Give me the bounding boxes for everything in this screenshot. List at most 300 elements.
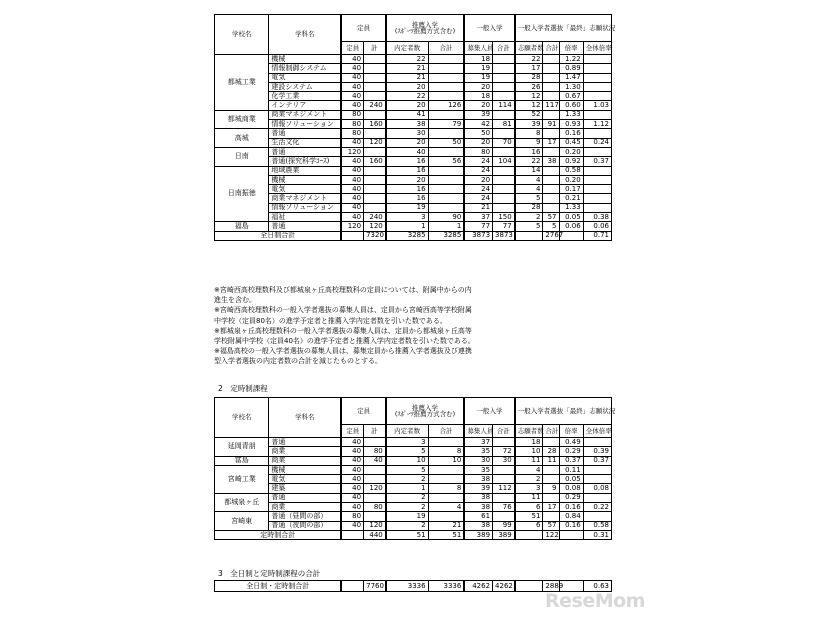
cell: 5	[515, 222, 543, 231]
table-row	[215, 484, 612, 493]
cell	[493, 73, 515, 82]
cell	[493, 203, 515, 212]
cell: 28	[515, 203, 543, 212]
header-teiin: 定員	[341, 15, 385, 42]
cell: 38	[464, 493, 492, 502]
cell: 0.08	[559, 484, 583, 493]
cell	[583, 110, 611, 119]
cell	[543, 64, 559, 73]
table-row	[215, 203, 612, 212]
course-name: 建設システム	[269, 82, 342, 91]
course-name: 普通	[269, 493, 342, 502]
cell: 24	[464, 166, 492, 175]
cell: 1.12	[583, 120, 611, 129]
cell: 12	[515, 101, 543, 110]
cell	[583, 147, 611, 156]
cell: 3336	[428, 581, 464, 592]
table-row	[215, 73, 612, 82]
cell: 3336	[386, 581, 428, 592]
cell: 80	[341, 512, 363, 521]
course-name: 商業	[269, 503, 342, 512]
cell: 1.33	[559, 110, 583, 119]
cell	[364, 438, 386, 447]
subheader-cell: 計	[364, 42, 386, 55]
cell: 0.58	[583, 521, 611, 530]
cell	[364, 92, 386, 101]
school-name: 日南	[215, 147, 269, 166]
cell	[493, 110, 515, 119]
cell: 39	[464, 484, 492, 493]
cell	[493, 55, 515, 64]
cell	[543, 166, 559, 175]
cell: 77	[493, 222, 515, 231]
cell: 0.06	[559, 222, 583, 231]
cell: 24	[464, 185, 492, 194]
cell: 39	[515, 120, 543, 129]
cell: 57	[543, 213, 559, 222]
cell: 22	[386, 92, 428, 101]
cell: 28	[543, 447, 559, 456]
cell: 0.20	[559, 175, 583, 184]
school-name: 延岡青朋	[215, 438, 269, 457]
cell: 80	[364, 503, 386, 512]
course-name: 普通	[269, 129, 342, 138]
cell: 3	[386, 213, 428, 222]
table-row	[215, 138, 612, 147]
cell: 12	[515, 92, 543, 101]
table-row	[215, 185, 612, 194]
cell	[515, 581, 543, 592]
cell: 80	[364, 447, 386, 456]
section-title-total: 3 全日制と定時制課程の合計	[218, 569, 321, 578]
header-suisen: 推薦入学 (ｽﾎﾟｰﾂ推薦方式含む)	[386, 15, 465, 42]
cell: 160	[364, 157, 386, 166]
cell: 6	[515, 503, 543, 512]
cell: 40	[341, 465, 363, 474]
zennichi-table-body	[215, 55, 612, 241]
cell: 117	[543, 101, 559, 110]
cell: 51	[515, 512, 543, 521]
cell: 1.33	[559, 203, 583, 212]
cell	[364, 166, 386, 175]
cell	[583, 82, 611, 91]
cell: 0.71	[583, 231, 611, 240]
cell: 14	[515, 166, 543, 175]
cell	[543, 203, 559, 212]
cell: 40	[341, 456, 363, 465]
cell: 8	[428, 447, 464, 456]
cell	[364, 194, 386, 203]
cell: 0.89	[559, 64, 583, 73]
teiji-table	[214, 397, 616, 540]
cell: 0.39	[583, 447, 611, 456]
course-name: 普通	[269, 222, 342, 231]
cell	[428, 92, 464, 101]
cell	[428, 110, 464, 119]
subheader-cell: 志願者数	[515, 425, 543, 438]
cell	[364, 73, 386, 82]
school-name: 都城工業	[215, 55, 269, 111]
cell	[583, 185, 611, 194]
cell: 40	[341, 475, 363, 484]
cell	[515, 530, 543, 539]
header-suisen: 推薦入学 (ｽﾎﾟｰﾂ推薦方式含む)	[386, 398, 465, 425]
cell: 20	[464, 82, 492, 91]
cell: 91	[543, 120, 559, 129]
cell: 20	[386, 175, 428, 184]
cell	[543, 475, 559, 484]
cell: 40	[341, 521, 363, 530]
table-row	[215, 475, 612, 484]
cell: 40	[341, 447, 363, 456]
cell: 17	[543, 138, 559, 147]
cell: 0.37	[559, 456, 583, 465]
cell	[364, 493, 386, 502]
cell	[583, 203, 611, 212]
school-name: 日南振徳	[215, 166, 269, 222]
table-row	[215, 456, 612, 465]
cell	[543, 73, 559, 82]
subheader-cell: 志願者数	[515, 42, 543, 55]
cell: 18	[464, 92, 492, 101]
cell	[428, 82, 464, 91]
cell: 120	[364, 138, 386, 147]
cell: 4262	[464, 581, 492, 592]
header-course: 学科名	[269, 15, 342, 55]
course-name: 電気	[269, 185, 342, 194]
cell: 40	[341, 55, 363, 64]
cell: 7760	[364, 581, 386, 592]
course-name: 普通（昼間の部）	[269, 512, 342, 521]
cell	[364, 512, 386, 521]
school-name: 宮崎東	[215, 512, 269, 531]
cell	[493, 465, 515, 474]
cell: 104	[493, 157, 515, 166]
cell: 0.49	[559, 438, 583, 447]
header-status: 一般入学者選抜「最終」志願状況	[515, 398, 612, 425]
cell: 40	[341, 64, 363, 73]
cell: 1.03	[583, 101, 611, 110]
cell	[493, 512, 515, 521]
cell: 40	[341, 82, 363, 91]
cell: 10	[515, 447, 543, 456]
cell: 40	[341, 213, 363, 222]
cell: 35	[464, 465, 492, 474]
cell	[583, 194, 611, 203]
cell	[493, 147, 515, 156]
cell	[428, 194, 464, 203]
cell: 9	[515, 138, 543, 147]
cell	[364, 203, 386, 212]
cell: 3873	[464, 231, 492, 240]
cell: 30	[386, 129, 428, 138]
cell: 9	[543, 484, 559, 493]
cell: 51	[386, 530, 428, 539]
cell: 0.29	[559, 493, 583, 502]
cell: 16	[386, 194, 428, 203]
cell: 35	[464, 447, 492, 456]
course-name: 情報制御システム	[269, 64, 342, 73]
cell: 38	[464, 475, 492, 484]
cell: 1	[428, 222, 464, 231]
cell: 20	[386, 82, 428, 91]
cell: 2	[386, 493, 428, 502]
section-title-teiji: 2 定時制課程	[218, 384, 268, 393]
table-row	[215, 64, 612, 73]
cell: 70	[493, 138, 515, 147]
cell: 0.16	[559, 129, 583, 138]
table-row	[215, 175, 612, 184]
school-name: 都城泉ヶ丘	[215, 493, 269, 512]
cell: 11	[515, 456, 543, 465]
cell	[493, 129, 515, 138]
subheader-cell: 合計	[543, 42, 559, 55]
cell	[364, 55, 386, 64]
subheader-cell: 内定者数	[386, 425, 428, 438]
school-name: 都城商業	[215, 110, 269, 129]
subheader-cell: 倍率	[559, 425, 583, 438]
cell: 114	[493, 101, 515, 110]
cell	[493, 194, 515, 203]
cell: 40	[341, 484, 363, 493]
course-name: 機械	[269, 175, 342, 184]
cell: 0.38	[583, 213, 611, 222]
cell: 10	[386, 456, 428, 465]
cell: 40	[386, 147, 428, 156]
cell	[493, 175, 515, 184]
cell: 26	[515, 82, 543, 91]
table-row	[215, 129, 612, 138]
cell: 20	[464, 175, 492, 184]
table-row	[215, 82, 612, 91]
table-row	[215, 157, 612, 166]
cell: 40	[341, 166, 363, 175]
course-name: 化学工業	[269, 92, 342, 101]
cell: 51	[428, 530, 464, 539]
table-row	[215, 166, 612, 175]
cell: 22	[515, 55, 543, 64]
cell	[583, 175, 611, 184]
cell: 40	[341, 185, 363, 194]
cell: 1.47	[559, 73, 583, 82]
cell: 4	[515, 465, 543, 474]
header-status: 一般入学者選抜「最終」志願状況	[515, 15, 612, 42]
course-name: 商業マネジメント	[269, 110, 342, 119]
table-row	[215, 55, 612, 64]
cell: 38	[464, 503, 492, 512]
cell: 52	[515, 110, 543, 119]
cell: 160	[364, 120, 386, 129]
cell	[341, 581, 363, 592]
cell: 40	[341, 493, 363, 502]
course-name: インテリア	[269, 101, 342, 110]
table-row	[215, 222, 612, 231]
cell: 56	[428, 157, 464, 166]
school-name: 富島	[215, 456, 269, 465]
cell	[428, 166, 464, 175]
cell: 0.21	[559, 194, 583, 203]
cell: 22	[515, 157, 543, 166]
course-name: 情報ソリューション	[269, 203, 342, 212]
cell: 80	[341, 129, 363, 138]
cell	[543, 465, 559, 474]
cell	[493, 185, 515, 194]
cell: 7320	[364, 231, 386, 240]
cell	[543, 194, 559, 203]
cell: 22	[386, 55, 428, 64]
cell: 40	[341, 438, 363, 447]
watermark-logo: ReseMom	[545, 590, 645, 612]
cell: 40	[341, 138, 363, 147]
cell	[493, 475, 515, 484]
cell: 40	[341, 101, 363, 110]
cell: 20	[464, 138, 492, 147]
cell: 120	[364, 222, 386, 231]
cell	[364, 64, 386, 73]
cell: 3	[386, 438, 428, 447]
cell	[428, 512, 464, 521]
cell	[583, 73, 611, 82]
total-row	[215, 530, 612, 539]
grand-total-label: 全日制・定時制合計	[215, 581, 342, 592]
cell: 20	[386, 101, 428, 110]
cell	[364, 110, 386, 119]
cell	[543, 493, 559, 502]
cell	[543, 147, 559, 156]
cell	[428, 175, 464, 184]
cell	[543, 55, 559, 64]
cell	[341, 231, 363, 240]
header-school: 学校名	[215, 398, 269, 438]
school-name: 福島	[215, 222, 269, 231]
cell: 40	[341, 157, 363, 166]
course-name: 電気	[269, 73, 342, 82]
teiji-table-body	[215, 438, 612, 540]
cell: 80	[341, 120, 363, 129]
course-name: 普通	[269, 147, 342, 156]
cell	[543, 129, 559, 138]
table-row	[215, 194, 612, 203]
cell: 4262	[493, 581, 515, 592]
cell: 3873	[493, 231, 515, 240]
cell	[543, 438, 559, 447]
cell	[493, 166, 515, 175]
cell	[543, 92, 559, 101]
cell	[583, 475, 611, 484]
cell: 37	[464, 213, 492, 222]
cell: 1.30	[559, 82, 583, 91]
total-label: 定時制合計	[215, 530, 342, 539]
cell: 126	[428, 101, 464, 110]
cell	[428, 203, 464, 212]
cell	[364, 147, 386, 156]
notes: ※宮崎西高校理数科及び都城泉ヶ丘高校理数科の定員については、附属中からの内 進生を含む。 ※宮崎西高校理数科の一般入学者選抜の募集人員は、定員から宮崎西高等学校附属 中学校（定員80名）の進学予定者と推薦入学内定者数を引いた数である。 ※都城泉ヶ丘高校理数科の一般入学者選抜の募集人員は、定員から都城泉ヶ丘高等 学校附属中学校（定員40名）の進学予定者と推薦入学内定者数を引いた数である。 ※福島高校の一般入学者選抜の募集人員は、募集定員から推薦入学者選抜及び連携 型入学者選抜の内定者数の合計を減じたものとする。	[214, 286, 475, 366]
cell: 39	[464, 110, 492, 119]
cell	[428, 493, 464, 502]
total-row	[215, 231, 612, 240]
cell: 8	[515, 129, 543, 138]
course-name: 商業	[269, 456, 342, 465]
cell: 30	[464, 456, 492, 465]
cell: 150	[493, 213, 515, 222]
subheader-cell: 合計	[428, 425, 464, 438]
subheader-cell: 合計	[493, 425, 515, 438]
cell: 389	[493, 530, 515, 539]
cell: 50	[464, 129, 492, 138]
cell: 16	[515, 147, 543, 156]
cell	[583, 55, 611, 64]
cell: 3285	[428, 231, 464, 240]
table-row	[215, 101, 612, 110]
header-teiin: 定員	[341, 398, 385, 425]
cell: 21	[464, 203, 492, 212]
subheader-cell: 全体倍率	[583, 425, 611, 438]
cell: 40	[341, 175, 363, 184]
cell: 16	[386, 185, 428, 194]
cell	[543, 185, 559, 194]
cell	[583, 166, 611, 175]
cell	[493, 438, 515, 447]
cell: 40	[341, 194, 363, 203]
cell	[583, 512, 611, 521]
cell: 17	[515, 64, 543, 73]
cell: 240	[364, 101, 386, 110]
cell: 80	[341, 110, 363, 119]
cell: 81	[493, 120, 515, 129]
cell: 8	[428, 484, 464, 493]
cell: 38	[386, 120, 428, 129]
cell	[583, 129, 611, 138]
cell: 0.08	[583, 484, 611, 493]
cell: 57	[543, 521, 559, 530]
cell	[543, 110, 559, 119]
subheader-cell: 計	[364, 425, 386, 438]
cell: 21	[386, 64, 428, 73]
course-name: 商業マネジメント	[269, 194, 342, 203]
cell: 20	[464, 101, 492, 110]
cell: 38	[543, 157, 559, 166]
cell: 40	[341, 92, 363, 101]
header-school: 学校名	[215, 15, 269, 55]
cell: 1.22	[559, 55, 583, 64]
zennichi-table	[214, 14, 616, 241]
subheader-cell: 内定者数	[386, 42, 428, 55]
cell: 21	[386, 73, 428, 82]
cell: 37	[464, 438, 492, 447]
subheader-cell: 募集人員	[464, 42, 492, 55]
cell: 0.24	[583, 138, 611, 147]
cell: 0.67	[559, 92, 583, 101]
course-name: 普通	[269, 438, 342, 447]
cell	[583, 438, 611, 447]
cell: 40	[364, 456, 386, 465]
cell	[559, 530, 583, 539]
cell	[493, 92, 515, 101]
cell: 61	[464, 512, 492, 521]
cell	[364, 129, 386, 138]
cell: 38	[464, 521, 492, 530]
cell: 0.17	[559, 185, 583, 194]
cell: 0.06	[583, 222, 611, 231]
cell: 40	[341, 73, 363, 82]
table-row	[215, 120, 612, 129]
cell: 24	[464, 157, 492, 166]
cell: 40	[341, 503, 363, 512]
cell: 20	[386, 138, 428, 147]
cell: 3	[515, 484, 543, 493]
table-row	[215, 147, 612, 156]
cell	[364, 185, 386, 194]
